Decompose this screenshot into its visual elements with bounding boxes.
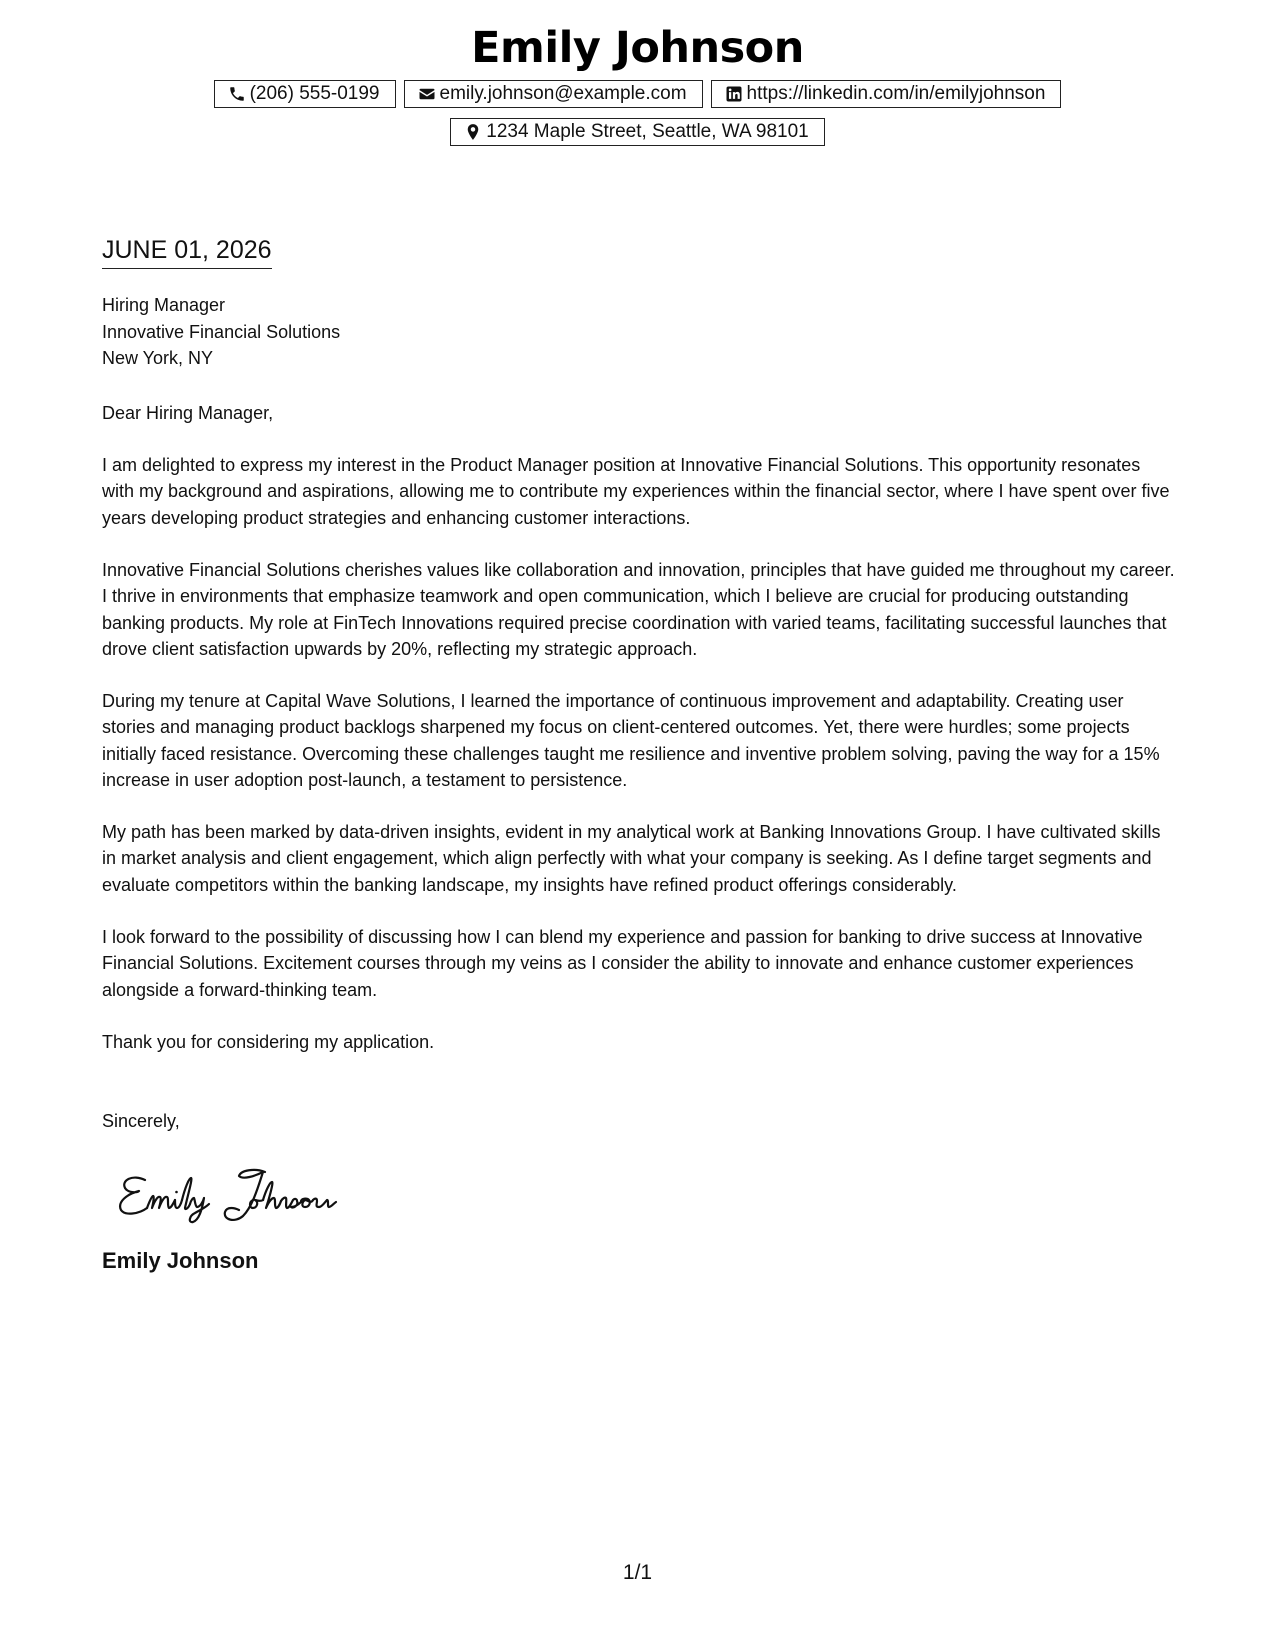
contact-address-text: 1234 Maple Street, Seattle, WA 98101 xyxy=(486,121,809,142)
body-paragraph: I look forward to the possibility of discussing how I can blend my experience and passion for banking to drive success at Innovative Financial Solutions. Excitement courses through my veins as I consider the ability to innovate and enhance customer experiences alongside a forward-thinking team. xyxy=(102,927,1143,1000)
body-paragraph: Innovative Financial Solutions cherishes values like collaboration and innovation, principles that have guided me throughout my career. I thrive in environments that emphasize teamwork and open communication, which I believe are crucial for producing outstanding banking products. My role at FinTech Innovations required precise coordination with varied teams, facilitating successful launches that drove client satisfaction upwards by 20%, reflecting my strategic approach. xyxy=(102,560,1175,659)
contact-linkedin-text: https://linkedin.com/in/emilyjohnson xyxy=(746,83,1046,104)
letter-greeting: Dear Hiring Manager, xyxy=(102,403,274,423)
recipient-title: Hiring Manager xyxy=(102,295,226,315)
contact-email xyxy=(404,80,703,108)
body-paragraph: During my tenure at Capital Wave Solutions, I learned the importance of continuous improvement and adaptability. Creating user stories and managing product backlogs sharpened my focus on client-centered outcomes. Yet, there were hurdles; some projects initially faced resistance. Overcoming these challenges taught me resilience and inventive problem solving, paving the way for a 15% increase in user adoption post-launch, a testament to persistence. xyxy=(102,691,1160,790)
contact-email-text: emily.johnson@example.com xyxy=(439,83,687,104)
contact-row-secondary xyxy=(0,118,1275,146)
body-paragraph: My path has been marked by data-driven insights, evident in my analytical work at Banking Innovations Group. I have cultivated skills in market analysis and client engagement, which align perfectly with what your company is seeking. As I define target segments and evaluate competitors within the banking landscape, my insights have refined product offerings considerably. xyxy=(102,822,1161,895)
signer-name: Emily Johnson xyxy=(102,1248,259,1273)
applicant-name-heading: Emily Johnson xyxy=(471,23,804,73)
phone-icon xyxy=(228,85,246,103)
contact-address xyxy=(450,118,825,146)
body-paragraph: Thank you for considering my application. xyxy=(102,1032,435,1052)
recipient-location: New York, NY xyxy=(102,348,214,368)
body-paragraph: I am delighted to express my interest in the Product Manager position at Innovative Financial Solutions. This opportunity resonates with my background and aspirations, allowing me to contribute my experiences within the financial sector, where I have spent over five years developing product strategies and enhancing customer interactions. xyxy=(102,455,1170,528)
envelope-icon xyxy=(418,85,436,103)
linkedin-icon xyxy=(725,85,743,103)
contact-phone xyxy=(214,80,396,108)
handwritten-signature xyxy=(115,1158,355,1228)
contact-row-primary xyxy=(0,80,1275,108)
letter-date: JUNE 01, 2026 xyxy=(102,234,272,269)
recipient-block xyxy=(102,292,340,372)
page-number: 1/1 xyxy=(622,1561,653,1584)
letter-closing: Sincerely, xyxy=(102,1111,180,1131)
recipient-company: Innovative Financial Solutions xyxy=(102,321,341,342)
contact-linkedin xyxy=(711,80,1062,108)
map-pin-icon xyxy=(464,123,482,141)
contact-phone-text: (206) 555-0199 xyxy=(249,83,380,104)
